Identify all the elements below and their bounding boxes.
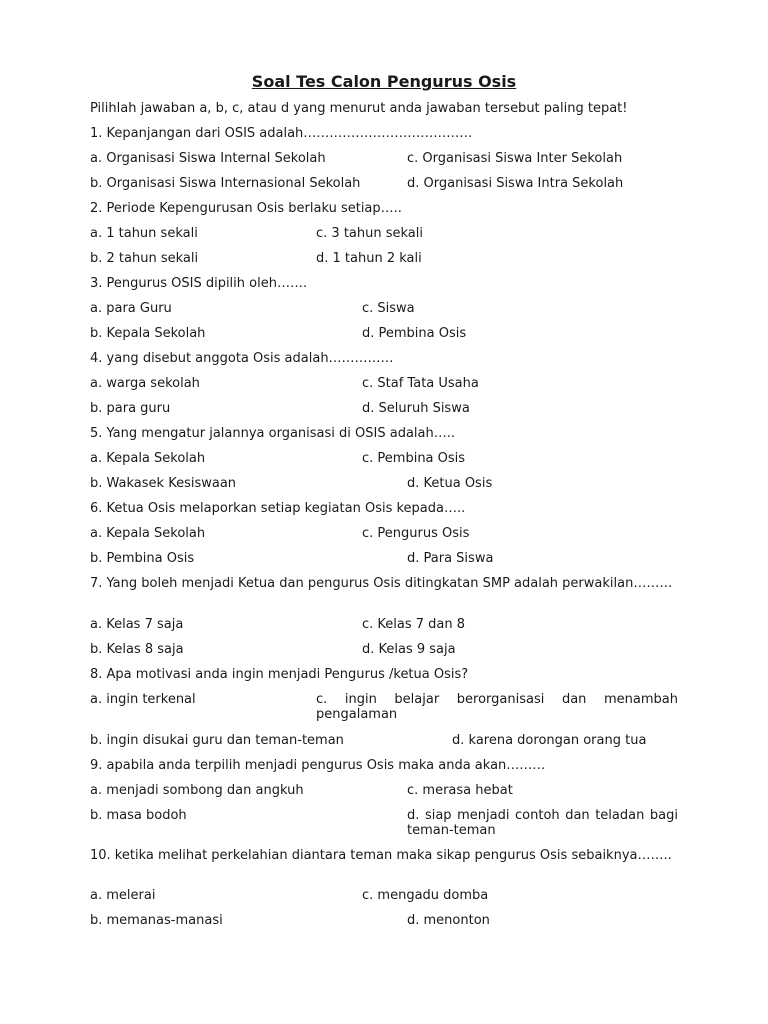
question-8-option-d: d. karena dorongan orang tua	[452, 733, 647, 748]
question-7-option-c: c. Kelas 7 dan 8	[362, 617, 466, 632]
question-10-option-d: d. menonton	[407, 913, 490, 928]
question-8: 8. Apa motivasi anda ingin menjadi Pengurus /ketua Osis?	[90, 667, 469, 682]
question-8-option-a: a. ingin terkenal	[90, 692, 196, 707]
question-1: 1. Kepanjangan dari OSIS adalah…………………………………	[90, 126, 473, 141]
question-3-option-b: b. Kepala Sekolah	[90, 326, 206, 341]
question-4-option-c: c. Staf Tata Usaha	[362, 376, 479, 391]
question-3: 3. Pengurus OSIS dipilih oleh…….	[90, 276, 308, 291]
question-2-option-b: b. 2 tahun sekali	[90, 251, 199, 266]
question-5-option-b: b. Wakasek Kesiswaan	[90, 476, 237, 491]
question-8-option-b: b. ingin disukai guru dan teman-teman	[90, 733, 344, 748]
question-9: 9. apabila anda terpilih menjadi pengurus Osis maka anda akan………	[90, 758, 546, 773]
question-3-option-c: c. Siswa	[362, 301, 415, 316]
question-1-option-c: c. Organisasi Siswa Inter Sekolah	[407, 151, 623, 166]
question-7-option-d: d. Kelas 9 saja	[362, 642, 456, 657]
question-2: 2. Periode Kepengurusan Osis berlaku setiap…..	[90, 201, 402, 216]
question-5-option-d: d. Ketua Osis	[407, 476, 493, 491]
question-3-option-d: d. Pembina Osis	[362, 326, 467, 341]
question-4: 4. yang disebut anggota Osis adalah……………	[90, 351, 394, 366]
question-7-option-a: a. Kelas 7 saja	[90, 617, 184, 632]
question-9-option-c: c. merasa hebat	[407, 783, 513, 798]
question-4-option-a: a. warga sekolah	[90, 376, 200, 391]
question-1-option-d: d. Organisasi Siswa Intra Sekolah	[407, 176, 624, 191]
page-title: Soal Tes Calon Pengurus Osis	[251, 72, 517, 91]
question-5: 5. Yang mengatur jalannya organisasi di OSIS adalah…..	[90, 426, 455, 441]
question-1-option-a: a. Organisasi Siswa Internal Sekolah	[90, 151, 326, 166]
question-2-option-c: c. 3 tahun sekali	[316, 226, 423, 241]
question-10: 10. ketika melihat perkelahian diantara teman maka sikap pengurus Osis sebaiknya……..	[90, 848, 672, 863]
question-3-option-a: a. para Guru	[90, 301, 172, 316]
instruction-text: Pilihlah jawaban a, b, c, atau d yang menurut anda jawaban tersebut paling tepat!	[90, 101, 628, 116]
question-10-option-b: b. memanas-manasi	[90, 913, 223, 928]
question-2-option-a: a. 1 tahun sekali	[90, 226, 198, 241]
question-6-option-c: c. Pengurus Osis	[362, 526, 470, 541]
question-6-option-b: b. Pembina Osis	[90, 551, 195, 566]
question-6: 6. Ketua Osis melaporkan setiap kegiatan Osis kepada…..	[90, 501, 466, 516]
question-6-option-d: d. Para Siswa	[407, 551, 494, 566]
question-10-option-c: c. mengadu domba	[362, 888, 489, 903]
question-9-option-d: d. siap menjadi contoh dan teladan bagi teman-teman	[407, 808, 678, 838]
question-10-option-a: a. melerai	[90, 888, 156, 903]
question-5-option-c: c. Pembina Osis	[362, 451, 466, 466]
question-9-option-a: a. menjadi sombong dan angkuh	[90, 783, 304, 798]
question-2-option-d: d. 1 tahun 2 kali	[316, 251, 422, 266]
question-1-option-b: b. Organisasi Siswa Internasional Sekolah	[90, 176, 361, 191]
question-4-option-b: b. para guru	[90, 401, 171, 416]
question-5-option-a: a. Kepala Sekolah	[90, 451, 206, 466]
question-8-option-c: c. ingin belajar berorganisasi dan menambah pengalaman	[316, 692, 678, 722]
question-7-option-b: b. Kelas 8 saja	[90, 642, 184, 657]
question-7: 7. Yang boleh menjadi Ketua dan pengurus Osis ditingkatan SMP adalah perwakilan………	[90, 576, 673, 591]
question-6-option-a: a. Kepala Sekolah	[90, 526, 206, 541]
question-9-option-b: b. masa bodoh	[90, 808, 187, 823]
question-4-option-d: d. Seluruh Siswa	[362, 401, 470, 416]
